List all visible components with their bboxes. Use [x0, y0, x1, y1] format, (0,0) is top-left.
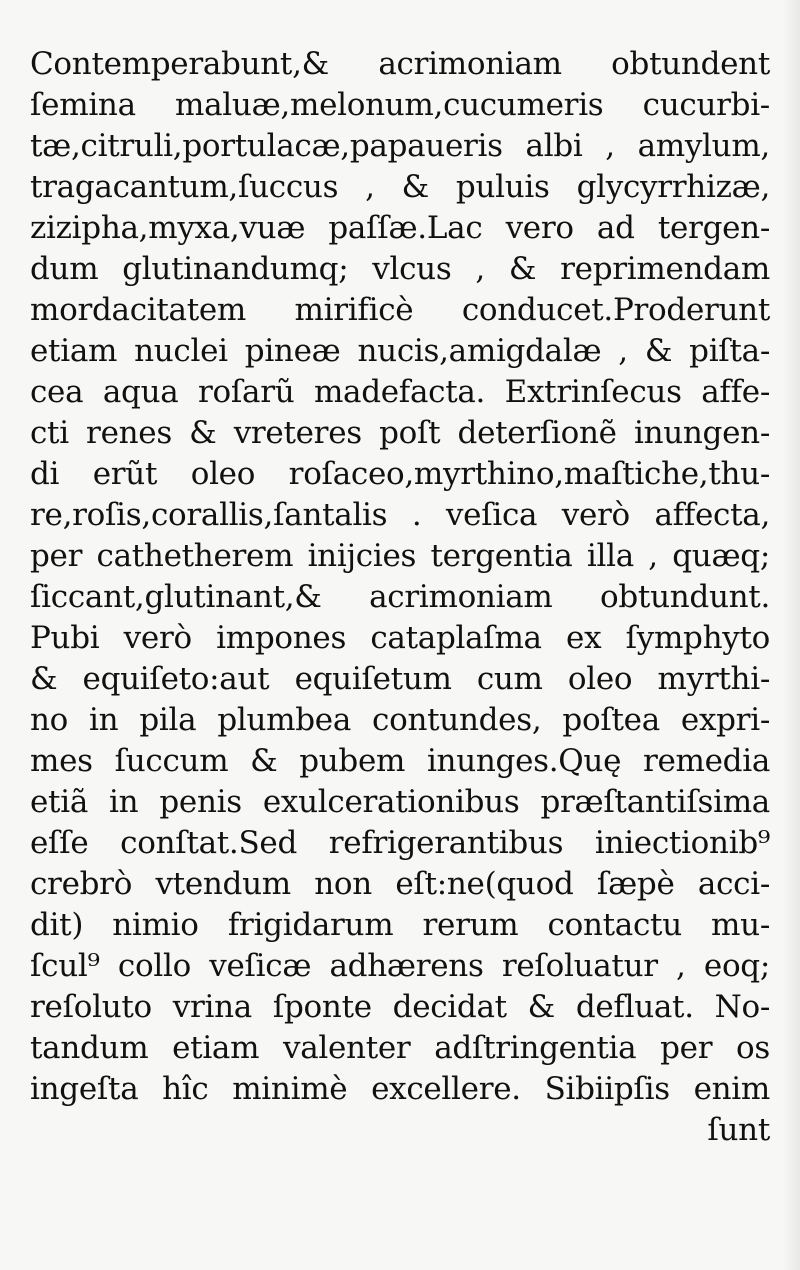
text-line: cea aqua roſarũ madefacta. Extrinſecus affe-	[30, 374, 770, 410]
text-line: & equiſeto:aut equiſetum cum oleo myrthi-	[30, 661, 770, 697]
text-line: Pubi verò impones cataplaſma ex ſymphyto	[30, 620, 770, 656]
text-line: crebrò vtendum non eſt:ne(quod ſæpè acci-	[30, 866, 770, 902]
text-line: dum glutinandumq; vlcus , & reprimendam	[30, 251, 770, 287]
text-line: ingeſta hîc minimè excellere. Sibiipſis enim	[30, 1071, 770, 1107]
text-line: eſſe conſtat.Sed refrigerantibus iniectionib⁹	[30, 825, 770, 861]
text-line: ſiccant,glutinant,& acrimoniam obtundunt.	[30, 579, 770, 615]
text-line: mordacitatem mirificè conducet.Proderunt	[30, 292, 770, 328]
body-text	[30, 44, 770, 1151]
text-line: etiam nuclei pineæ nucis,amigdalæ , & piſta-	[30, 333, 770, 369]
text-line: di erũt oleo roſaceo,myrthino,maſtiche,thu-	[30, 456, 770, 492]
text-line: ſemina maluæ,melonum,cucumeris cucurbi-	[30, 87, 770, 123]
text-line: cti renes & vreteres poſt deterſionẽ inungen-	[30, 415, 770, 451]
text-line: tragacantum,ſuccus , & puluis glycyrrhizæ,	[30, 169, 770, 205]
text-line: dit) nimio frigidarum rerum contactu mu-	[30, 907, 770, 943]
text-line: re,roſis,corallis,ſantalis . veſica verò affecta,	[30, 497, 770, 533]
text-line: etiã in penis exulcerationibus præſtantiſsima	[30, 784, 770, 820]
catchword: ſunt	[707, 1112, 770, 1148]
text-line: zizipha,myxa,vuæ paſſæ.Lac vero ad tergen-	[30, 210, 770, 246]
text-line: per cathetherem inijcies tergentia illa , quæq;	[30, 538, 770, 574]
text-line: tandum etiam valenter adſtringentia per os	[30, 1030, 770, 1066]
text-line: tæ,citruli,portulacæ,papaueris albi , amylum,	[30, 128, 770, 164]
text-line: no in pila plumbea contundes, poſtea expri-	[30, 702, 770, 738]
page-edge-shadow	[782, 0, 800, 1270]
text-line: ſcul⁹ collo veſicæ adhærens reſoluatur , eoq;	[30, 948, 770, 984]
text-line: mes ſuccum & pubem inunges.Quę remedia	[30, 743, 770, 779]
text-line: Contemperabunt,& acrimoniam obtundent	[30, 46, 770, 82]
text-line: reſoluto vrina ſponte decidat & defluat. No-	[30, 989, 770, 1025]
